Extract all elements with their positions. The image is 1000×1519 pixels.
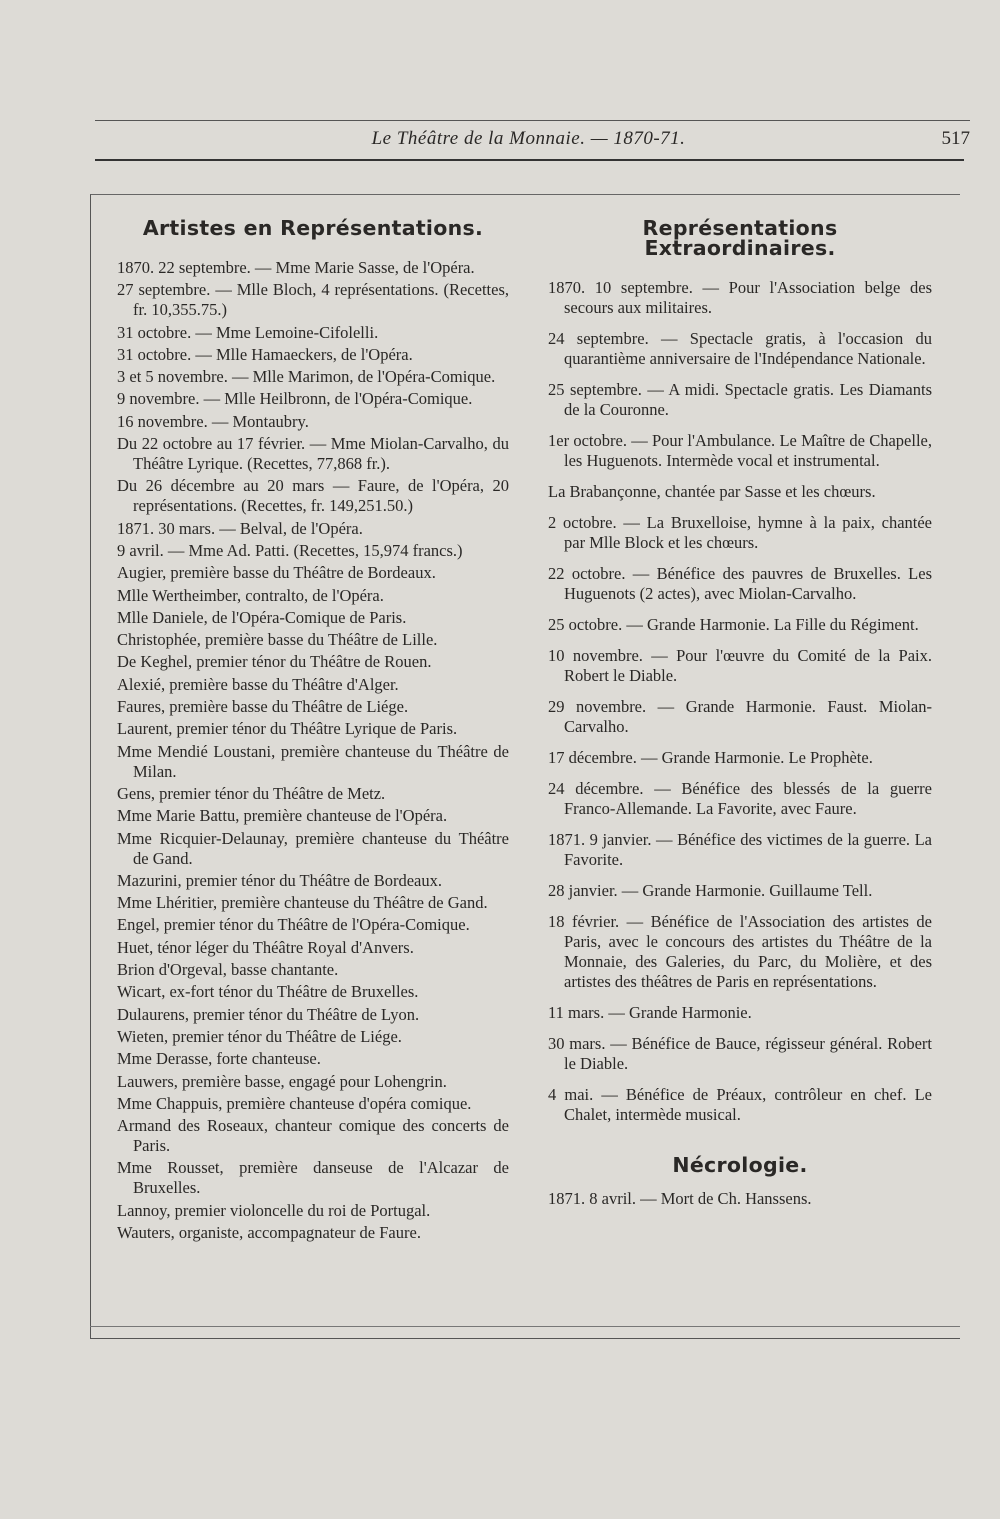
artiste-entry: 9 avril. — Mme Ad. Patti. (Recettes, 15,974 francs.) <box>117 540 463 560</box>
artiste-entry: Du 26 décembre au 20 mars — Faure, de l'Opéra, 20 représentations. (Recettes, fr. 149,251.50.) <box>117 476 509 516</box>
artiste-entry: Christophée, première basse du Théâtre de Lille. <box>117 630 438 650</box>
representation-entry: 4 mai. — Bénéfice de Préaux, contrôleur en chef. Le Chalet, intermède musical. <box>548 1085 932 1124</box>
artiste-entry: Mme Derasse, forte chanteuse. <box>117 1049 321 1069</box>
representations-list <box>548 278 932 1125</box>
frame-bottom-rule <box>90 1326 960 1327</box>
representation-entry: La Brabançonne, chantée par Sasse et les chœurs. <box>548 482 876 501</box>
page-number: 517 <box>941 128 970 149</box>
representation-entry: 17 décembre. — Grande Harmonie. Le Prophète. <box>548 748 873 767</box>
representation-entry: 24 septembre. — Spectacle gratis, à l'occasion du quarantième anniversaire de l'Indépendance Nationale. <box>548 329 932 368</box>
representation-entry: 2 octobre. — La Bruxelloise, hymne à la paix, chantée par Mlle Block et les chœurs. <box>548 513 932 552</box>
artiste-entry: 1870. 22 septembre. — Mme Marie Sasse, de l'Opéra. <box>117 258 475 277</box>
artiste-entry: 3 et 5 novembre. — Mlle Marimon, de l'Opéra-Comique. <box>117 367 496 387</box>
artiste-entry: 9 novembre. — Mlle Heilbronn, de l'Opéra-Comique. <box>117 389 473 409</box>
artiste-entry: Dulaurens, premier ténor du Théâtre de Lyon. <box>117 1004 420 1024</box>
artiste-entry: Mlle Daniele, de l'Opéra-Comique de Paris. <box>117 607 407 627</box>
artistes-heading: Artistes en Représentations. <box>142 216 484 240</box>
artiste-entry: De Keghel, premier ténor du Théâtre de Rouen. <box>117 652 432 672</box>
artiste-entry: Mlle Wertheimber, contralto, de l'Opéra. <box>117 585 384 605</box>
representation-entry: 28 janvier. — Grande Harmonie. Guillaume Tell. <box>548 881 873 900</box>
header-rule-bottom <box>95 159 964 161</box>
representation-entry: 1er octobre. — Pour l'Ambulance. Le Maître de Chapelle, les Huguenots. Intermède vocal et instrumental. <box>548 431 932 470</box>
representation-entry: 1871. 9 janvier. — Bénéfice des victimes de la guerre. La Favorite. <box>548 830 932 869</box>
representation-entry: 24 décembre. — Bénéfice des blessés de la guerre Franco-Allemande. La Favorite, avec Faure. <box>548 779 932 818</box>
representation-entry: 25 octobre. — Grande Harmonie. La Fille du Régiment. <box>548 615 919 634</box>
artiste-entry: Mme Chappuis, première chanteuse d'opéra comique. <box>117 1093 472 1113</box>
artiste-entry: Augier, première basse du Théâtre de Bordeaux. <box>117 563 436 583</box>
representation-entry: 29 novembre. — Grande Harmonie. Faust. Miolan-Carvalho. <box>548 697 932 736</box>
representation-entry: 22 octobre. — Bénéfice des pauvres de Bruxelles. Les Huguenots (2 actes), avec Miolan-Carvalho. <box>548 564 932 603</box>
artiste-entry: Du 22 octobre au 17 février. — Mme Miolan-Carvalho, du Théâtre Lyrique. (Recettes, 77,868 fr.). <box>117 434 509 474</box>
artiste-entry: Wieten, premier ténor du Théâtre de Liége. <box>117 1026 402 1046</box>
artiste-entry: Alexié, première basse du Théâtre d'Alger. <box>117 674 399 694</box>
artiste-entry: Brion d'Orgeval, basse chantante. <box>117 960 339 980</box>
representation-entry: 18 février. — Bénéfice de l'Association des artistes de Paris, avec le concours des artistes du Théâtre de la Monnaie, des Galeries, du Parc, du Molière, et des artistes des théâtres de Paris en représentations. <box>548 912 932 991</box>
artiste-entry: Lauwers, première basse, engagé pour Lohengrin. <box>117 1071 447 1091</box>
necrologie-entry: 1871. 8 avril. — Mort de Ch. Hanssens. <box>548 1189 812 1208</box>
artiste-entry: Lannoy, premier violoncelle du roi de Portugal. <box>117 1200 431 1220</box>
artiste-entry: 31 octobre. — Mlle Hamaeckers, de l'Opéra. <box>117 344 413 364</box>
artiste-entry: Wauters, organiste, accompagnateur de Faure. <box>117 1222 421 1242</box>
representation-entry: 11 mars. — Grande Harmonie. <box>548 1003 752 1022</box>
artiste-entry: Laurent, premier ténor du Théâtre Lyrique de Paris. <box>117 719 458 739</box>
artiste-entry: Gens, premier ténor du Théâtre de Metz. <box>117 783 386 803</box>
artiste-entry: Mazurini, premier ténor du Théâtre de Bordeaux. <box>117 870 442 890</box>
artistes-list <box>117 258 509 1243</box>
artiste-entry: 1871. 30 mars. — Belval, de l'Opéra. <box>117 518 363 538</box>
representations-heading: Représentations Extraordinaires. <box>642 216 838 260</box>
representation-entry: 30 mars. — Bénéfice de Bauce, régisseur général. Robert le Diable. <box>548 1034 932 1073</box>
artistes-column <box>117 218 509 1245</box>
representation-entry: 10 novembre. — Pour l'œuvre du Comité de la Paix. Robert le Diable. <box>548 646 932 685</box>
artiste-entry: 27 septembre. — Mlle Bloch, 4 représentations. (Recettes, fr. 10,355.75.) <box>117 280 509 320</box>
artiste-entry: Mme Lhéritier, première chanteuse du Théâtre de Gand. <box>117 893 488 913</box>
artiste-entry: Mme Marie Battu, première chanteuse de l'Opéra. <box>117 806 448 826</box>
artiste-entry: Mme Rousset, première danseuse de l'Alcazar de Bruxelles. <box>117 1158 509 1198</box>
necrologie-heading: Nécrologie. <box>672 1153 808 1177</box>
artiste-entry: 31 octobre. — Mme Lemoine-Cifolelli. <box>117 322 379 342</box>
artiste-entry: 16 novembre. — Montaubry. <box>117 411 309 431</box>
artiste-entry: Mme Mendié Loustani, première chanteuse du Théâtre de Milan. <box>117 741 509 781</box>
artiste-entry: Huet, ténor léger du Théâtre Royal d'Anvers. <box>117 937 414 957</box>
representations-column <box>548 218 932 1220</box>
artiste-entry: Armand des Roseaux, chanteur comique des concerts de Paris. <box>117 1116 509 1156</box>
artiste-entry: Faures, première basse du Théâtre de Liége. <box>117 697 409 717</box>
necrologie-list <box>548 1189 932 1209</box>
artiste-entry: Mme Ricquier-Delaunay, première chanteuse du Théâtre de Gand. <box>117 828 509 868</box>
artiste-entry: Engel, premier ténor du Théâtre de l'Opéra-Comique. <box>117 915 470 935</box>
representation-entry: 1870. 10 septembre. — Pour l'Association belge des secours aux militaires. <box>548 278 932 317</box>
artiste-entry: Wicart, ex-fort ténor du Théâtre de Bruxelles. <box>117 982 419 1002</box>
representation-entry: 25 septembre. — A midi. Spectacle gratis. Les Diamants de la Couronne. <box>548 380 932 419</box>
running-header <box>95 118 970 160</box>
running-title: Le Théâtre de la Monnaie. — 1870-71. <box>371 128 686 149</box>
